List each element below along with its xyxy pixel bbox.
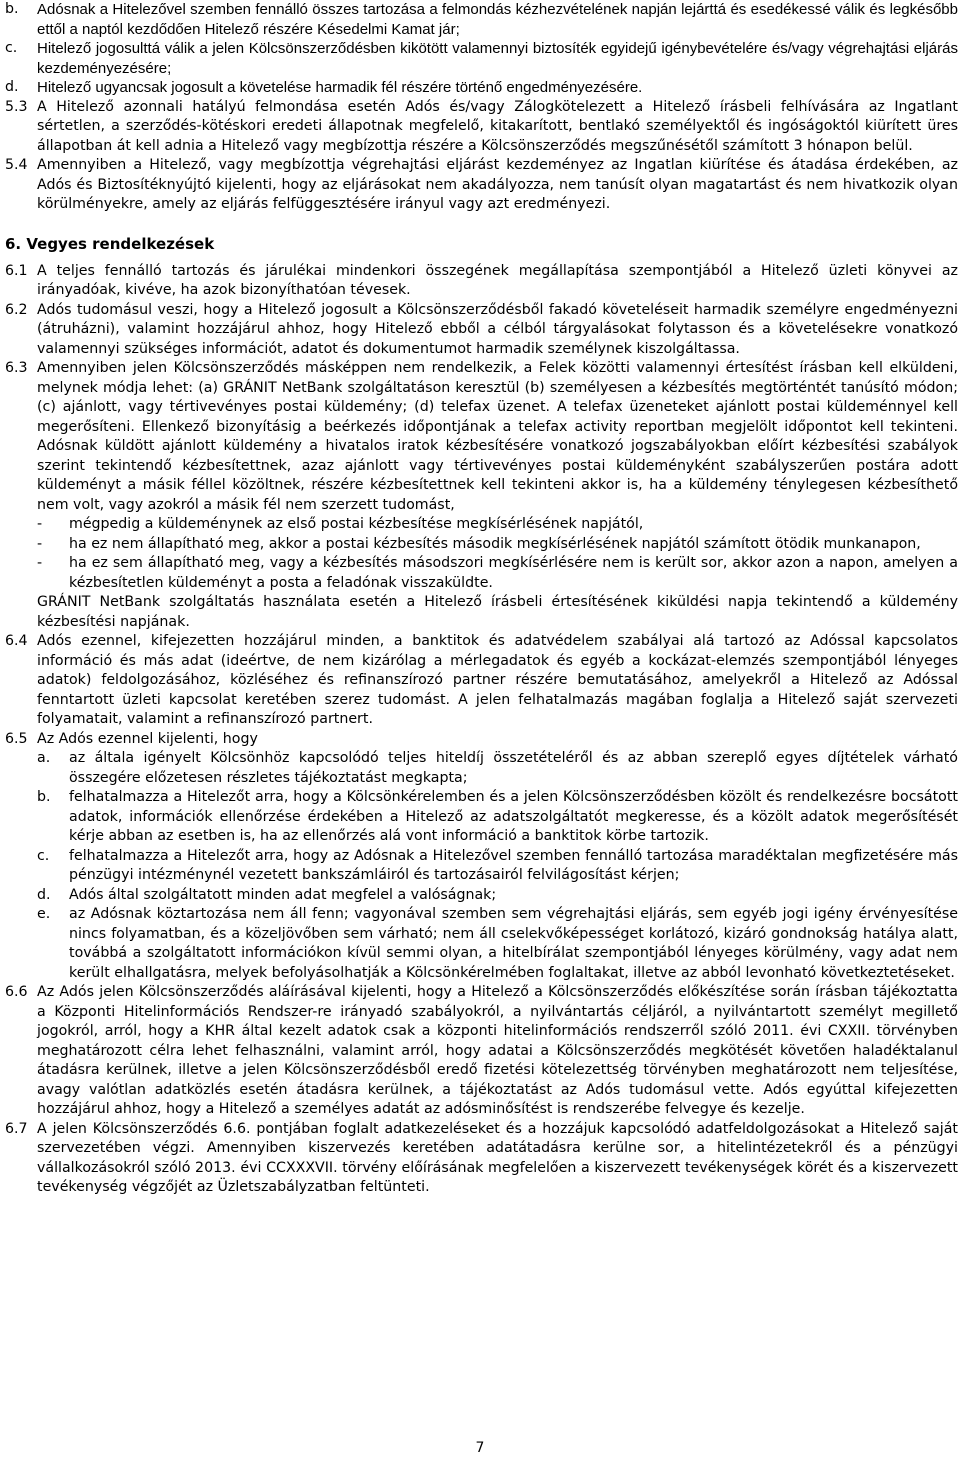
section-6-3 bbox=[5, 359, 958, 632]
dash-item bbox=[37, 554, 958, 593]
section-number: 6.5 bbox=[5, 730, 28, 747]
item-number: c. bbox=[5, 40, 18, 56]
section-text: Adós ezennel, kifejezetten hozzájárul minden, a banktitok és adatvédelem szabályai alá tartozó az Adóssal kapcsolatos információ és más adat (ideértve, de nem kizárólag a mérlegadatok és egyéb a kockázat-elemzés szempontjából lényeges adatok) feldolgozásához, közléséhez és refinanszírozó partner részére bemutatásához, amelyekről a Hitelező az Adóssal fenntartott üzleti kapcsolat keretében szerez tudomást. A jelen felhatalmazás magában foglalja a Hitelező saját szervezeti folyamatait, valamint a refinanszírozó partnert. bbox=[37, 633, 958, 727]
list-letter: a. bbox=[37, 750, 51, 766]
dash-text: ha ez sem állapítható meg, vagy a kézbesítés másodszori megkísérlésére nem is került sor, akkor azon a napon, amelyen a kézbesítetlen küldeményt a posta a feladónak visszaküldte. bbox=[69, 555, 958, 591]
section-6-5 bbox=[5, 730, 958, 984]
item-text: Hitelező jogosulttá válik a jelen Kölcsönszerződésben kikötött valamennyi biztosíték egyidejű igénybevételére és/vagy végrehajtási eljárás kezdeményezésére; bbox=[37, 40, 958, 77]
dash-bullet: - bbox=[37, 555, 43, 571]
page-number: 7 bbox=[475, 1440, 485, 1456]
list-item-e bbox=[37, 905, 958, 983]
dash-text: ha ez nem állapítható meg, akkor a postai kézbesítés második megkísérlésének napjától számított ötödik munkanapon, bbox=[69, 535, 921, 552]
section-5-3 bbox=[5, 98, 958, 157]
list-letter: e. bbox=[37, 906, 51, 922]
item-text: Hitelező ugyancsak jogosult a követelése harmadik fél részére történő engedményezésére. bbox=[37, 79, 643, 96]
section-number: 6.2 bbox=[5, 301, 28, 318]
section-5-4 bbox=[5, 156, 958, 215]
section-number: 6.1 bbox=[5, 262, 28, 279]
section-number: 6.4 bbox=[5, 633, 28, 649]
list-item-b bbox=[37, 788, 958, 847]
item-number: d. bbox=[5, 79, 19, 95]
list-text: az általa igényelt Kölcsönhöz kapcsolódó teljes hiteldíj összetételéről és az abban szereplő egyes díjtételek várható összegére előzetesen részletes tájékoztatást megkapta; bbox=[69, 750, 958, 786]
dash-text: mégpedig a küldeménynek az első postai kézbesítése megkísérlésének napjától, bbox=[69, 516, 644, 532]
list-letter: b. bbox=[37, 789, 51, 805]
list-text: Adós által szolgáltatott minden adat megfelel a valóságnak; bbox=[69, 886, 497, 903]
list-text: felhatalmazza a Hitelezőt arra, hogy a Kölcsönkérelemben és a jelen Kölcsönszerződésben közölt és rendelkezésre bocsátott adatok, információk ellenőrzése érdekében a Hitelező az adatszolgáltatót megkeresse, és a közölt adatok megerősítését kérje abban az esetben is, ha az ellenőrzés alá vont információ a banktitok körbe tartozik. bbox=[69, 789, 958, 844]
section-number: 6.6 bbox=[5, 984, 28, 1000]
section-text: A Hitelező azonnali hatályú felmondása esetén Adós és/vagy Zálogkötelezett a Hitelező írásbeli felhívására az Ingatlant sértetlen, a szerződés-kötéskori eredeti állapotnak megfelelő, kitakarított, bentlakó személyektől és ingóságoktól kiürített üres állapotban át kell adnia a Hitelező vagy megbízottja részére a Kölcsönszerződés megszűnésétől számított 3 hónapon belül. bbox=[37, 98, 958, 154]
section-text: A jelen Kölcsönszerződés 6.6. pontjában foglalt adatkezeléseket és a hozzájuk kapcsolódó adatfeldolgozásokat a Hitelező saját szervezetében végzi. Amennyiben kiszervezés keretében adatátadásra kerülne sor, a hitelintézetekről és a pénzügyi vállalkozásokról szóló 2013. évi CCXXXVII. törvény előírásának megfelelően a kiszervezett tevékenységek körét és a kiszervezett tevékenység végzőjét az Üzletszabályzatban feltünteti. bbox=[37, 1120, 958, 1195]
item-d bbox=[5, 78, 958, 98]
list-item-a bbox=[37, 749, 958, 788]
section-text: Amennyiben a Hitelező, vagy megbízottja végrehajtási eljárást kezdeményez az Ingatlan kiürítése és átadása érdekében, az Adós és Biztosítéknyújtó kijelenti, hogy az eljárásokat nem akadályozza, nem tanúsít olyan magatartást és nem hivatkozik olyan körülményekre, amely az eljárás felfüggesztésére irányul vagy azt eredményezi. bbox=[37, 157, 958, 212]
item-c bbox=[5, 39, 958, 78]
section-intro: Az Adós ezennel kijelenti, hogy bbox=[37, 730, 258, 747]
section-6-2 bbox=[5, 301, 958, 360]
dash-item bbox=[37, 535, 958, 555]
dash-item bbox=[37, 515, 958, 535]
section-number: 6.7 bbox=[5, 1120, 28, 1137]
section-text: Az Adós jelen Kölcsönszerződés aláírásával kijelenti, hogy a Hitelező a Kölcsönszerződés előkészítése során írásban tájékoztatta a Központi Hitelinformációs Rendszer-re irányadó szabályokról, a nyilvántartás céljáról, a nyilvántartott személyt megillető jogokról, arról, hogy a KHR által kezelt adatok csak a központi hitelinformációs rendszerről szóló 2011. évi CXXII. törvényben meghatározott célra lehet felhasználni, valamint arról, hogy adatai a Kölcsönszerződés megkötését követően haladéktalanul átadásra kerülnek, illetve a jelen Kölcsönszerződésből eredő fizetési kötelezettség törvényben meghatározott nem teljesítése, avagy valótlan adatközlés esetén átadásra kerülnek, a tájékoztatást az Adós tudomásul vette. Adós egyúttal kifejezetten hozzájárul ahhoz, hogy a Hitelező a személyes adatát az adósminősítést is rendszerébe felvegye és kezelje. bbox=[37, 984, 958, 1117]
section-6-7 bbox=[5, 1120, 958, 1198]
list-item-c bbox=[37, 847, 958, 886]
list-text: az Adósnak köztartozása nem áll fenn; vagyonával szemben sem végrehajtási eljárás, sem egyéb jogi igény érvényesítése nincs folyamatban, és a közeljövőben sem várható; nem áll cselekvőképességet korlátozó, kizáró gondnokság hatálya alatt, továbbá a szolgáltatott információkon kívül semmi olyan, a hitelbírálat szempontjából lényeges körülmény, vagy adat nem került elhallgatásra, melyek befolyásolhatják a Kölcsönkérelmében foglaltakat, illetve az abból levonható következtetéseket. bbox=[69, 906, 958, 981]
list-letter: c. bbox=[37, 847, 50, 864]
section-text: A teljes fennálló tartozás és járulékai mindenkori összegének megállapítása szempontjából a Hitelező üzleti könyvei az irányadóak, kivéve, ha azok bizonyíthatóan tévesek. bbox=[37, 262, 958, 298]
section-heading: 6. Vegyes rendelkezések bbox=[5, 234, 215, 253]
section-6-6 bbox=[5, 983, 958, 1120]
section-number: 6.3 bbox=[5, 360, 28, 376]
section-number: 5.3 bbox=[5, 98, 28, 115]
section-number: 5.4 bbox=[5, 157, 28, 173]
dash-bullet: - bbox=[37, 516, 43, 532]
section-6-1 bbox=[5, 262, 958, 301]
section-tail-text: GRÁNIT NetBank szolgáltatás használata esetén a Hitelező írásbeli értesítésének kiküldési napja tekintendő a küldemény kézbesítési napjának. bbox=[37, 594, 958, 630]
list-item-d bbox=[37, 886, 958, 906]
section-text: Adós tudomásul veszi, hogy a Hitelező jogosult a Kölcsönszerződésből fakadó követeléseit harmadik személyre engedményezni (átruházni), valamint hozzájárul ahhoz, hogy Hitelező ebből a célból tárgyalásokat folytasson és a követelésekre vonatkozó valamennyi szükséges információt, adatot és dokumentumot harmadik személynek kiszolgáltassa. bbox=[37, 301, 958, 357]
document-page bbox=[5, 0, 958, 1198]
item-number: b. bbox=[5, 1, 19, 17]
item-text: Adósnak a Hitelezővel szemben fennálló összes tartozása a felmondás kézhezvételének napján lejárttá és esedékessé válik és legkésőbb ettől a naptól kezdődően Hitelező részére Késedelmi Kamat jár; bbox=[37, 1, 958, 38]
section-6-4 bbox=[5, 632, 958, 730]
section-text: Amennyiben jelen Kölcsönszerződés másképpen nem rendelkezik, a Felek közötti valamennyi értesítést írásban kell elküldeni, melynek módja lehet: (a) GRÁNIT NetBank szolgáltatáson keresztül (b) személyesen a kézbesítés megtörténtét tanúsító módon; (c) ajánlott, vagy tértivevényes postai küldemény; (d) telefax üzenet. A telefax üzeneteket ajánlott postai küldeménnyel kell megerősíteni. Ellenkező bizonyításig a beérkezés időpontjának a telefax activity reportban megjelölt időpontot kell tekinteni. Adósnak küldött ajánlott küldemény a hivatalos iratok kézbesítésére vonatkozó jogszabályokban előírt kézbesítési szabályok szerint tekintendő kézbesítettnek, azaz ajánlott vagy tértivevényes postai küldeményként szabályszerűen postára adott küldeményt a másik féllel közöltnek, részére kézbesítettnek kell tekinteni akkor is, ha a küldemény ténylegesen kézbesíthető nem volt, vagy azokról a másik fél nem szerzett tudomást, bbox=[37, 360, 958, 513]
list-text: felhatalmazza a Hitelezőt arra, hogy az Adósnak a Hitelezővel szemben fennálló tartozása maradéktalan megfizetésére más pénzügyi intézménynél vezetett bankszámláiról és tartozásairól felvilágosítást kérjen; bbox=[69, 847, 958, 883]
item-b bbox=[5, 0, 958, 39]
list-letter: d. bbox=[37, 886, 51, 903]
dash-bullet: - bbox=[37, 535, 43, 552]
